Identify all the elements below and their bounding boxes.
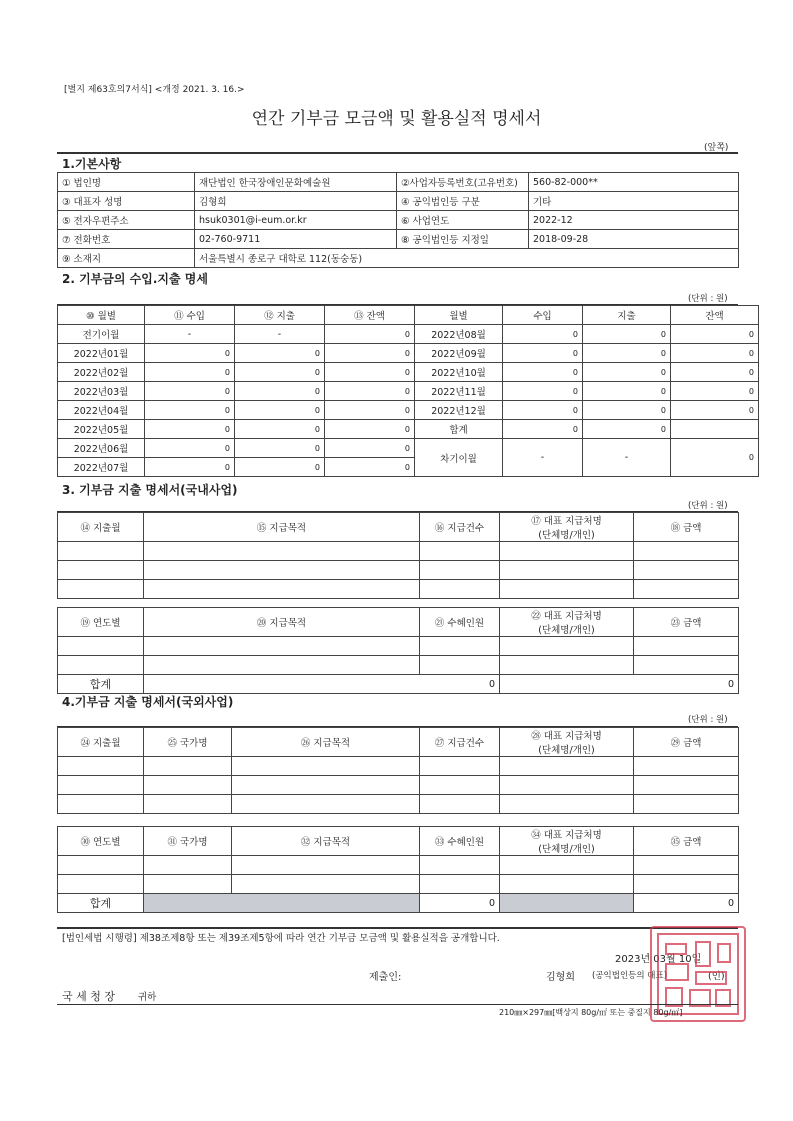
section2-title: 2. 기부금의 수입.지출 명세 bbox=[62, 272, 208, 286]
expense-cell: 0 bbox=[583, 344, 671, 363]
month-cell: 2022년03월 bbox=[58, 382, 145, 401]
balance-cell: 0 bbox=[325, 363, 415, 382]
table-header-row bbox=[58, 306, 759, 325]
expense-cell: 0 bbox=[235, 458, 325, 477]
column-header: ⑲ 연도별 bbox=[58, 608, 144, 637]
expense-cell: 0 bbox=[235, 420, 325, 439]
column-header: 지출 bbox=[583, 306, 671, 325]
table-row bbox=[58, 249, 739, 268]
carry-label: 차기이월 bbox=[415, 439, 503, 477]
field-label: ⑨ 소재지 bbox=[58, 249, 195, 268]
balance-cell: 0 bbox=[671, 325, 759, 344]
month-cell: 2022년07월 bbox=[58, 458, 145, 477]
table-row bbox=[58, 325, 759, 344]
field-label: ① 법인명 bbox=[58, 173, 195, 192]
table-row bbox=[58, 439, 759, 458]
total-label: 합계 bbox=[58, 675, 144, 694]
column-header: 수입 bbox=[503, 306, 583, 325]
table-row bbox=[58, 192, 739, 211]
column-header bbox=[500, 608, 634, 637]
total-label: 합계 bbox=[415, 420, 503, 439]
month-cell: 2022년02월 bbox=[58, 363, 145, 382]
expense-cell: 0 bbox=[235, 382, 325, 401]
balance-cell: 0 bbox=[325, 344, 415, 363]
overseas-table bbox=[57, 727, 739, 913]
column-header: ⑳ 지급목적 bbox=[144, 608, 420, 637]
income-cell: 0 bbox=[145, 420, 235, 439]
column-header: ⑭ 지출월 bbox=[58, 513, 144, 542]
expense-cell: - bbox=[583, 439, 671, 477]
column-header: ⑫ 지출 bbox=[235, 306, 325, 325]
document-title: 연간 기부금 모금액 및 활용실적 명세서 bbox=[251, 109, 542, 129]
expense-cell: 0 bbox=[583, 420, 671, 439]
field-label: ⑥ 사업연도 bbox=[397, 211, 529, 230]
income-cell: 0 bbox=[145, 458, 235, 477]
header-line: ㉞ 대표 지급처명 bbox=[531, 830, 602, 841]
balance-cell bbox=[671, 420, 759, 439]
table-row bbox=[58, 656, 739, 675]
legal-notice: [법인세법 시행령] 제38조제8항 또는 제39조제5항에 따라 연간 기부금 모금액 및 활용실적을 공개합니다. bbox=[62, 933, 500, 944]
income-cell: 0 bbox=[145, 363, 235, 382]
submitter-label: 제출인: bbox=[369, 972, 402, 983]
balance-cell: 0 bbox=[671, 439, 759, 477]
column-header: ㉓ 금액 bbox=[634, 608, 739, 637]
seal-mark: (인) bbox=[708, 971, 725, 982]
table-row bbox=[58, 814, 739, 827]
column-header: ㉔ 지출월 bbox=[58, 728, 144, 757]
addressee: 국 세 청 장 bbox=[62, 990, 115, 1003]
total-label: 합계 bbox=[58, 894, 144, 913]
header-line: (단체명/개인) bbox=[538, 844, 595, 855]
header-line: (단체명/개인) bbox=[538, 745, 595, 756]
income-cell: 0 bbox=[145, 439, 235, 458]
column-header bbox=[500, 513, 634, 542]
column-header: ㉑ 수혜인원 bbox=[420, 608, 500, 637]
month-cell: 2022년08월 bbox=[415, 325, 503, 344]
expense-cell: 0 bbox=[583, 382, 671, 401]
field-value: 재단법인 한국장애인문화예술원 bbox=[195, 173, 397, 192]
balance-cell: 0 bbox=[671, 344, 759, 363]
balance-cell: 0 bbox=[325, 325, 415, 344]
table-header-row bbox=[58, 827, 739, 856]
field-value: 560-82-000** bbox=[529, 173, 739, 192]
expense-cell: 0 bbox=[583, 325, 671, 344]
expense-cell: 0 bbox=[235, 363, 325, 382]
total-row bbox=[58, 675, 739, 694]
gray-cell bbox=[144, 894, 420, 913]
column-header: 월별 bbox=[415, 306, 503, 325]
expense-cell: - bbox=[235, 325, 325, 344]
balance-cell: 0 bbox=[325, 439, 415, 458]
header-line: ㉒ 대표 지급처명 bbox=[531, 611, 602, 622]
column-header bbox=[500, 728, 634, 757]
column-header: ⑱ 금액 bbox=[634, 513, 739, 542]
column-header: ⑯ 지급건수 bbox=[420, 513, 500, 542]
field-label: ⑦ 전화번호 bbox=[58, 230, 195, 249]
table-row bbox=[58, 173, 739, 192]
column-header: ㉖ 지급목적 bbox=[232, 728, 420, 757]
section1-title: 1.기본사항 bbox=[62, 157, 122, 171]
table-row bbox=[58, 420, 759, 439]
income-cell: 0 bbox=[145, 382, 235, 401]
unit-label: (단위 : 원) bbox=[688, 294, 728, 304]
column-header bbox=[500, 827, 634, 856]
month-cell: 2022년06월 bbox=[58, 439, 145, 458]
field-value: 기타 bbox=[529, 192, 739, 211]
section4-title: 4.기부금 지출 명세서(국외사업) bbox=[62, 695, 234, 709]
column-header: ⑪ 수입 bbox=[145, 306, 235, 325]
month-cell: 2022년01월 bbox=[58, 344, 145, 363]
month-cell: 2022년04월 bbox=[58, 401, 145, 420]
income-cell: 0 bbox=[503, 363, 583, 382]
submit-date: 2023년 03월 10일 bbox=[615, 954, 702, 965]
month-cell: 전기이월 bbox=[58, 325, 145, 344]
header-line: (단체명/개인) bbox=[538, 625, 595, 636]
column-header: ㉝ 수혜인원 bbox=[420, 827, 500, 856]
income-cell: 0 bbox=[503, 344, 583, 363]
balance-cell: 0 bbox=[325, 382, 415, 401]
table-row bbox=[58, 230, 739, 249]
column-header: ㉜ 지급목적 bbox=[232, 827, 420, 856]
table-row bbox=[58, 561, 739, 580]
column-header: ㉙ 금액 bbox=[634, 728, 739, 757]
field-label: ⑤ 전자우편주소 bbox=[58, 211, 195, 230]
table-row bbox=[58, 401, 759, 420]
income-cell: 0 bbox=[503, 420, 583, 439]
table-row bbox=[58, 795, 739, 814]
table-row bbox=[58, 637, 739, 656]
column-header: ⑩ 월별 bbox=[58, 306, 145, 325]
expense-cell: 0 bbox=[583, 401, 671, 420]
table-row bbox=[58, 542, 739, 561]
total-amount: 0 bbox=[500, 675, 739, 694]
income-cell: 0 bbox=[503, 325, 583, 344]
column-header: ⑮ 지급목적 bbox=[144, 513, 420, 542]
expense-cell: 0 bbox=[235, 344, 325, 363]
table-row bbox=[58, 599, 739, 608]
domestic-table bbox=[57, 512, 739, 694]
expense-cell: 0 bbox=[235, 401, 325, 420]
column-header: ㉟ 금액 bbox=[634, 827, 739, 856]
column-header: 잔액 bbox=[671, 306, 759, 325]
balance-cell: 0 bbox=[671, 401, 759, 420]
field-value: 2018-09-28 bbox=[529, 230, 739, 249]
column-header: ⑬ 잔액 bbox=[325, 306, 415, 325]
gray-cell bbox=[500, 894, 634, 913]
total-count: 0 bbox=[144, 675, 500, 694]
total-row bbox=[58, 894, 739, 913]
table-row bbox=[58, 875, 739, 894]
header-line: ㉘ 대표 지급처명 bbox=[531, 731, 602, 742]
month-cell: 2022년12월 bbox=[415, 401, 503, 420]
field-value: 02-760-9711 bbox=[195, 230, 397, 249]
unit-label: (단위 : 원) bbox=[688, 501, 728, 511]
income-cell: - bbox=[503, 439, 583, 477]
month-cell: 2022년10월 bbox=[415, 363, 503, 382]
basic-info-table bbox=[57, 172, 739, 268]
balance-cell: 0 bbox=[325, 458, 415, 477]
field-label: ④ 공익법인등 구분 bbox=[397, 192, 529, 211]
table-row bbox=[58, 856, 739, 875]
balance-cell: 0 bbox=[325, 401, 415, 420]
total-count: 0 bbox=[420, 894, 500, 913]
income-cell: 0 bbox=[145, 344, 235, 363]
balance-cell: 0 bbox=[671, 363, 759, 382]
income-cell: 0 bbox=[503, 382, 583, 401]
table-row bbox=[58, 363, 759, 382]
month-cell: 2022년11월 bbox=[415, 382, 503, 401]
page-side: (앞쪽) bbox=[704, 143, 729, 153]
table-header-row bbox=[58, 728, 739, 757]
column-header: ㉛ 국가명 bbox=[144, 827, 232, 856]
paper-spec: 210㎜×297㎜[백상지 80g/㎡ 또는 중질지 80g/㎡] bbox=[499, 1008, 683, 1017]
addressee-suffix: 귀하 bbox=[138, 992, 157, 1003]
income-cell: 0 bbox=[503, 401, 583, 420]
monthly-table bbox=[57, 305, 759, 477]
field-label: ③ 대표자 성명 bbox=[58, 192, 195, 211]
header-line: ⑰ 대표 지급처명 bbox=[531, 516, 602, 527]
table-header-row bbox=[58, 513, 739, 542]
month-cell: 2022년09월 bbox=[415, 344, 503, 363]
submitter-name: 김형희 bbox=[546, 972, 575, 983]
field-label: ②사업자등록번호(고유번호) bbox=[397, 173, 529, 192]
month-cell: 2022년05월 bbox=[58, 420, 145, 439]
column-header: ㉕ 국가명 bbox=[144, 728, 232, 757]
field-value: hsuk0301@i-eum.or.kr bbox=[195, 211, 397, 230]
unit-label: (단위 : 원) bbox=[688, 715, 728, 725]
submitter-note: (공익법인등의 대표) bbox=[592, 971, 668, 981]
section3-title: 3. 기부금 지출 명세서(국내사업) bbox=[62, 483, 238, 497]
column-header: ㉚ 연도별 bbox=[58, 827, 144, 856]
income-cell: 0 bbox=[145, 401, 235, 420]
field-label: ⑧ 공익법인등 지정일 bbox=[397, 230, 529, 249]
income-cell: - bbox=[145, 325, 235, 344]
balance-cell: 0 bbox=[325, 420, 415, 439]
table-row bbox=[58, 580, 739, 599]
field-value: 서울특별시 종로구 대학로 112(동숭동) bbox=[195, 249, 739, 268]
field-value: 2022-12 bbox=[529, 211, 739, 230]
expense-cell: 0 bbox=[583, 363, 671, 382]
column-header: ㉗ 지급건수 bbox=[420, 728, 500, 757]
header-line: (단체명/개인) bbox=[538, 530, 595, 541]
form-reference: [별지 제63호의7서식] <개정 2021. 3. 16.> bbox=[64, 85, 245, 95]
expense-cell: 0 bbox=[235, 439, 325, 458]
table-row bbox=[58, 757, 739, 776]
table-row bbox=[58, 776, 739, 795]
table-row bbox=[58, 344, 759, 363]
field-value: 김형희 bbox=[195, 192, 397, 211]
table-row bbox=[58, 382, 759, 401]
table-row bbox=[58, 211, 739, 230]
table-header-row bbox=[58, 608, 739, 637]
total-amount: 0 bbox=[634, 894, 739, 913]
balance-cell: 0 bbox=[671, 382, 759, 401]
